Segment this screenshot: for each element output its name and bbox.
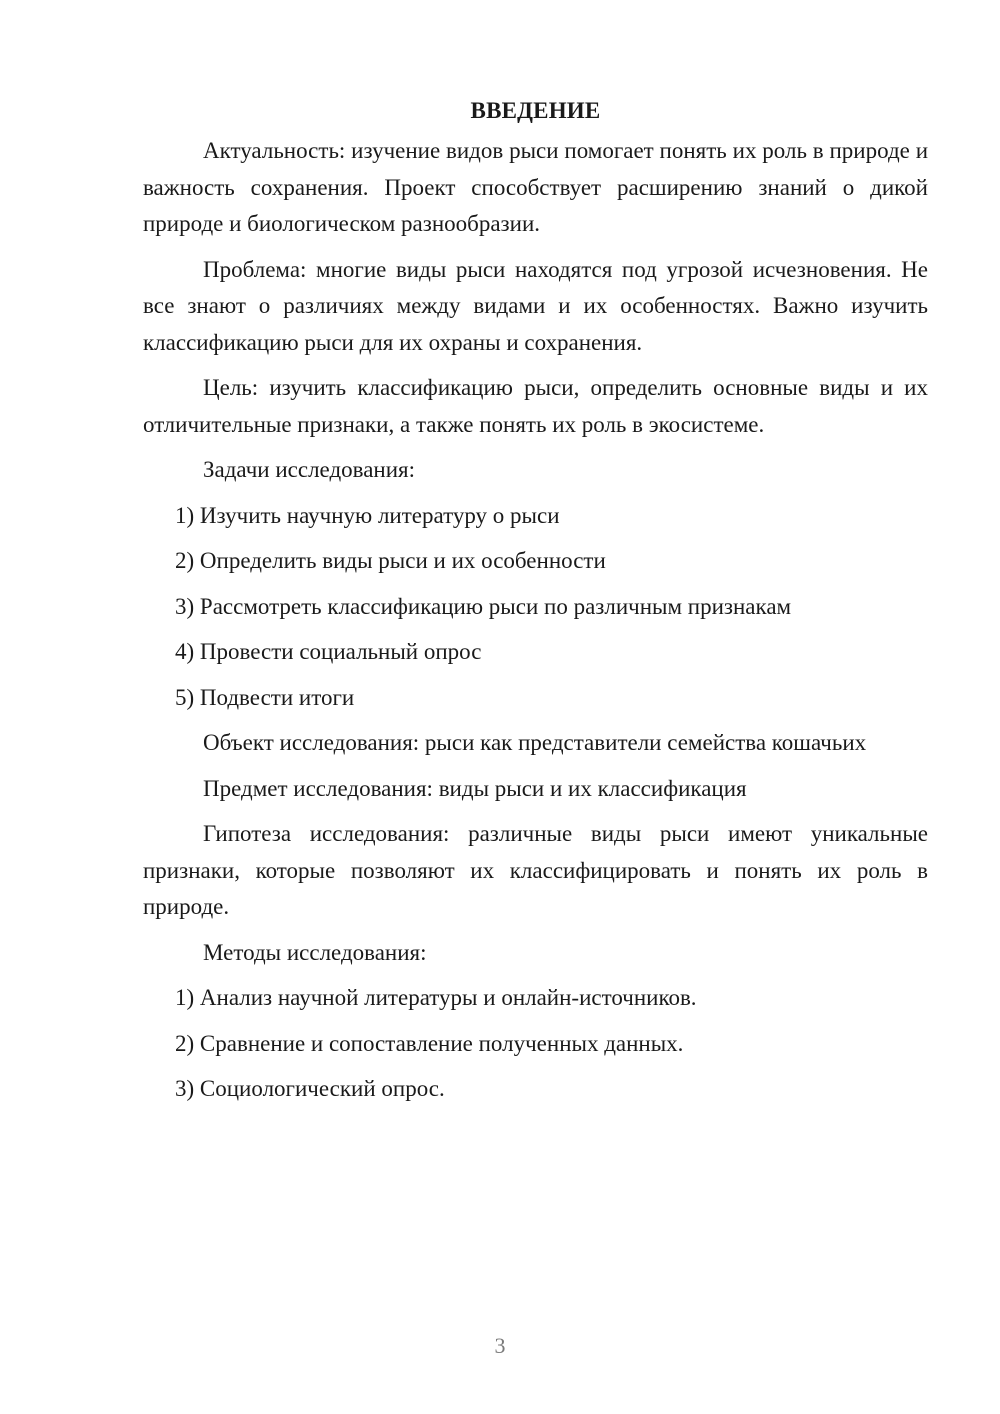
actuality-paragraph: Актуальность: изучение видов рыси помогает понять их роль в природе и важность сохранения. Проект способствует расширению знаний о дикой природе и биологическом разнообразии. [143, 138, 928, 236]
page-content [143, 93, 928, 1117]
tasks-heading: Задачи исследования: [203, 457, 416, 482]
tasks-list [143, 498, 928, 717]
method-item: 2) Сравнение и сопоставление полученных данных. [175, 1030, 684, 1056]
page-number: 3 [494, 1333, 506, 1358]
task-item: 1) Изучить научную литературу о рыси [175, 502, 560, 528]
methods-heading: Методы исследования: [203, 939, 427, 965]
methods-list [143, 980, 928, 1108]
method-item: 1) Анализ научной литературы и онлайн-источников. [175, 985, 697, 1010]
problem-paragraph: Проблема: многие виды рыси находятся под угрозой исчезновения. Не все знают о различиях между видами и их особенностях. Важно изучить классификацию рыси для их охраны и сохранения. [143, 256, 928, 355]
subject-paragraph: Предмет исследования: виды рыси и их классификация [203, 775, 747, 801]
task-item: 4) Провести социальный опрос [175, 639, 482, 664]
object-paragraph: Объект исследования: рыси как представители семейства кошачьих [203, 730, 867, 755]
task-item: 2) Определить виды рыси и их особенности [175, 548, 606, 573]
hypothesis-paragraph: Гипотеза исследования: различные виды рыси имеют уникальные признаки, которые позволяют их классифицировать и понять их роль в природе. [143, 821, 928, 919]
task-item: 5) Подвести итоги [175, 684, 355, 710]
task-item: 3) Рассмотреть классификацию рыси по различным признакам [175, 593, 792, 619]
method-item: 3) Социологический опрос. [175, 1076, 445, 1101]
goal-paragraph: Цель: изучить классификацию рыси, определить основные виды и их отличительные признаки, а также понять их роль в экосистеме. [143, 375, 928, 437]
section-title: ВВЕДЕНИЕ [470, 98, 601, 123]
